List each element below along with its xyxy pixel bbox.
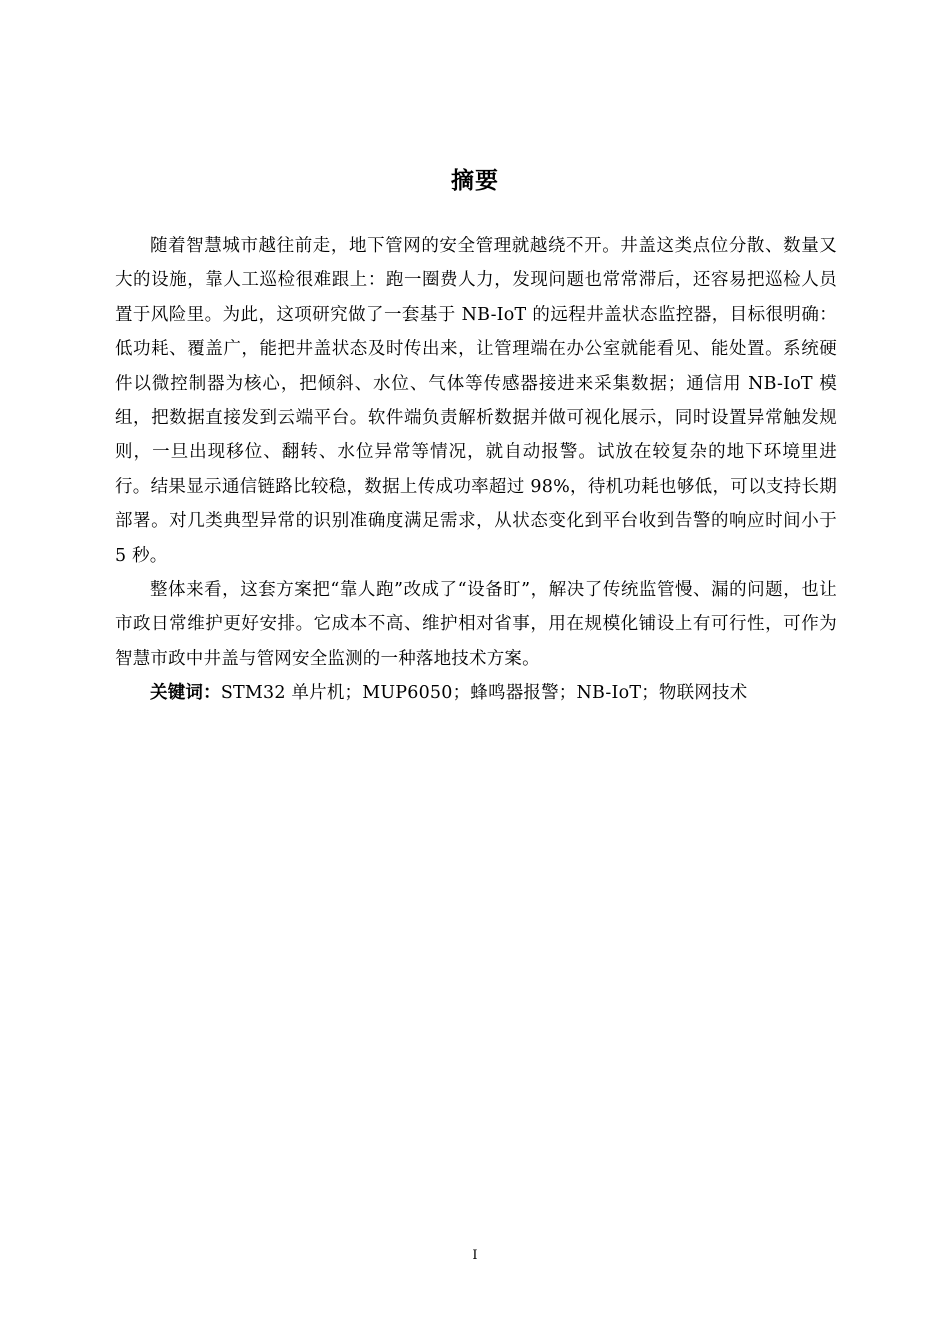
abstract-paragraph-1: 随着智慧城市越往前走，地下管网的安全管理就越绕不开。井盖这类点位分散、数量又大的设施，靠人工巡检很难跟上：跑一圈费人力，发现问题也常常滞后，还容易把巡检人员置于风险里。为此，这项研究做了一套基于 NB-IoT 的远程井盖状态监控器，目标很明确：低功耗、覆盖广，能把井盖状态及时传出来，让管理端在办公室就能看见、能处置。系统硬件以微控制器为核心，把倾斜、水位、气体等传感器接进来采集数据；通信用 NB-IoT 模组，把数据直接发到云端平台。软件端负责解析数据并做可视化展示，同时设置异常触发规则，一旦出现移位、翻转、水位异常等情况，就自动报警。试放在较复杂的地下环境里进行。结果显示通信链路比较稳，数据上传成功率超过 98%，待机功耗也够低，可以支持长期部署。对几类典型异常的识别准确度满足需求，从状态变化到平台收到告警的响应时间小于 5 秒。 xyxy=(115,236,837,566)
keywords-text: STM32 单片机；MUP6050；蜂鸣器报警；NB-IoT；物联网技术 xyxy=(220,683,748,704)
abstract-body xyxy=(115,229,837,711)
keywords-line xyxy=(115,676,837,710)
page-number: I xyxy=(472,1248,478,1263)
page-title: 摘要 xyxy=(451,168,499,194)
keywords-label: 关键词： xyxy=(150,683,221,704)
abstract-paragraph-2: 整体来看，这套方案把“靠人跑”改成了“设备盯”，解决了传统监管慢、漏的问题，也让市政日常维护更好安排。它成本不高、维护相对省事，用在规模化铺设上有可行性，可作为智慧市政中井盖与管网安全监测的一种落地技术方案。 xyxy=(115,580,837,669)
